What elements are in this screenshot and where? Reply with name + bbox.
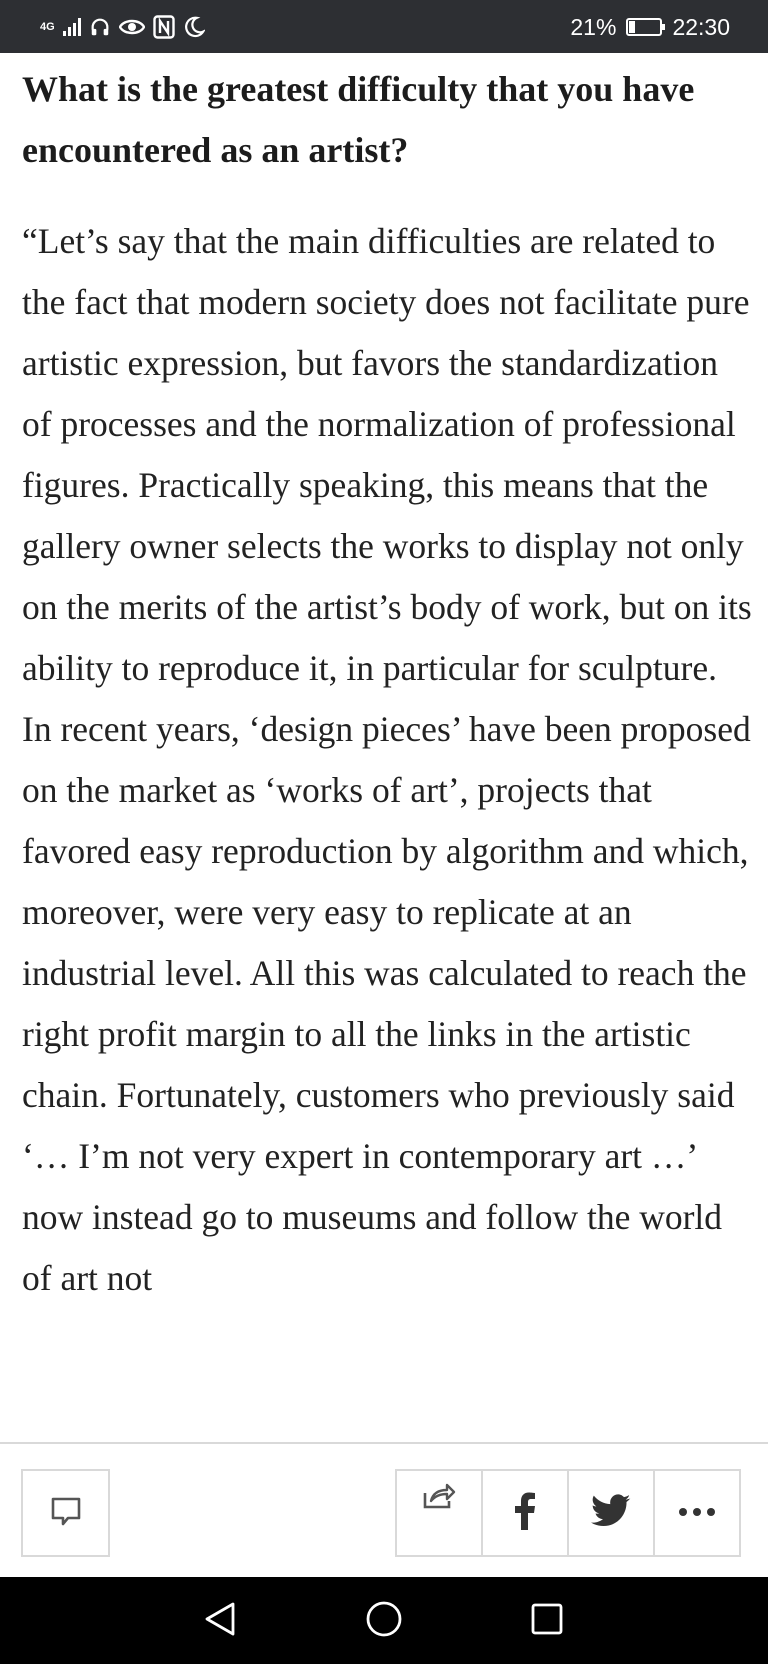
back-icon	[203, 1601, 237, 1642]
home-button[interactable]	[362, 1599, 406, 1643]
status-right	[570, 12, 730, 42]
home-icon	[365, 1600, 403, 1643]
more-icon	[677, 1504, 717, 1522]
status-bar	[0, 0, 768, 53]
interview-answer: “Let’s say that the main difficulties are related to the fact that modern society does not facilitate pure artistic expression, but favors the standardization of processes and the normalization of professional figures. Practically speaking, this means that the gallery owner selects the works to display not only on the merits of the artist’s body of work, but on its ability to reproduce it, in particular for sculpture. In recent years, ‘design pieces’ have been proposed on the market as ‘works of art’, projects that favored easy reproduction by algorithm and which, moreover, were very easy to replicate at an industrial level. All this was calculated to reach the right profit margin to all the links in the artistic chain. Fortunately, customers who previously said ‘… I’m not very expert in contemporary art …’ now instead go to museums and follow the world of art not	[22, 221, 752, 1298]
article-action-bar	[0, 1442, 768, 1579]
network-type	[40, 22, 55, 32]
twitter-icon	[591, 1494, 631, 1533]
recents-button[interactable]	[525, 1599, 569, 1643]
article-content	[22, 53, 752, 1309]
eye-icon	[119, 16, 145, 38]
interview-question: What is the greatest difficulty that you have encountered as an artist?	[22, 69, 695, 170]
battery-level-fill	[629, 21, 635, 33]
nfc-icon	[153, 15, 175, 39]
battery-percent: 21%	[570, 13, 617, 40]
facebook-share-button[interactable]	[481, 1469, 569, 1557]
comment-button[interactable]	[21, 1469, 110, 1557]
comment-icon	[49, 1494, 83, 1533]
facebook-icon	[514, 1492, 536, 1535]
status-left-icons	[40, 12, 205, 42]
more-options-button[interactable]	[653, 1469, 741, 1557]
battery-icon	[626, 18, 662, 36]
signal-icon	[63, 18, 81, 36]
recents-icon	[530, 1602, 564, 1641]
system-navigation-bar	[0, 1577, 768, 1664]
twitter-share-button[interactable]	[567, 1469, 655, 1557]
share-button-group	[395, 1469, 747, 1557]
share-icon	[421, 1481, 457, 1516]
headphones-icon	[89, 16, 111, 38]
back-button[interactable]	[198, 1599, 242, 1643]
clock: 22:30	[672, 13, 730, 40]
share-button[interactable]	[395, 1469, 483, 1557]
network-label: 4G	[40, 21, 55, 33]
moon-icon	[183, 16, 205, 38]
